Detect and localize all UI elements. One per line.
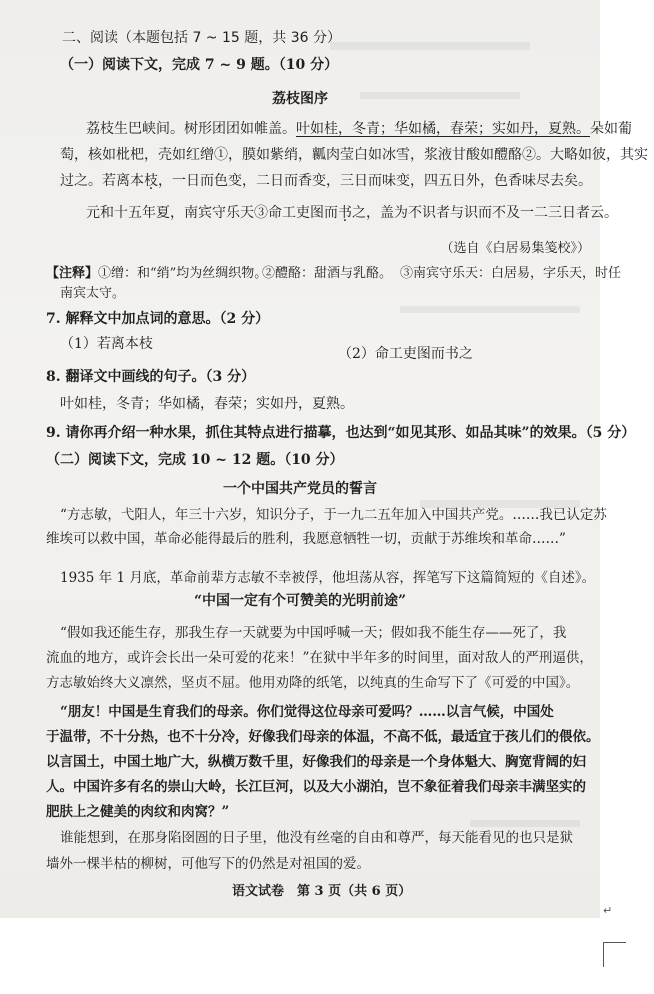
note: ③南宾守乐天：白居易，字乐天，时任 [400,266,622,281]
note: ②醴酪：甜酒与乳酪。 [262,266,393,281]
passage-line: 荔枝生巴峡间。树形团团如帷盖。叶如桂，冬青；华如橘，春荣；实如丹，夏熟。朵如葡 [86,121,632,137]
part1-heading: （一）阅读下文，完成 7 ~ 9 题。（10 分） [60,57,339,73]
passage-line: 墙外一棵半枯的柳树，可他写下的仍然是对祖国的爱。 [46,856,370,872]
part1-title: 荔枝图序 [272,91,328,107]
passage-line: 谁能想到，在那身陷囹圄的日子里，他没有丝毫的自由和尊严，每天能看见的也只是狱 [60,830,573,846]
notes: 【注释】①缯：和“绡”均为丝绸织物。 [46,266,268,281]
passage-line: 过之。若离本枝，一日而色变，二日而香变，三日而味变，四五日外，色香味尽去矣。 [60,173,592,189]
part2-heading: （二）阅读下文，完成 10 ~ 12 题。（10 分） [46,452,344,468]
passage-line: 流血的地方，或许会长出一朵可爱的花来！”在狱中半年多的时间里，面对敌人的严刑逼供， [46,650,593,666]
question-8: 8. 翻译文中画线的句子。（3 分） [46,369,256,385]
passage-line: “方志敏，弋阳人，年三十六岁，知识分子，于一九二五年加入中国共产党。……我已认定苏 [60,507,607,523]
underlined-sentence: 叶如桂，冬青；华如橘，春荣；实如丹，夏熟。 [296,121,590,137]
bleed-through-mark [470,820,580,827]
passage-line: “朋友！中国是生育我们的母亲。你们觉得这位母亲可爱吗？……以言气候，中国处 [60,704,554,720]
passage-line: 于温带，不十分热，也不十分冷，好像我们母亲的体温，不高不低，最适宜于孩儿们的偎依。 [46,729,600,745]
passage-line: 维埃可以救中国，革命必能得最后的胜利，我愿意牺牲一切，贡献于苏维埃和革命……” [46,531,566,547]
dotted-word: 书 [338,205,352,221]
passage-line: 人。中国许多有名的崇山大岭，长江巨河，以及大小湖泊，岂不象征着我们母亲丰满坚实的 [46,779,586,795]
return-mark-icon: ↵ [603,904,613,917]
page-footer: 语文试卷 第 3 页（共 6 页） [232,884,412,899]
part2-subtitle: “中国一定有个可赞美的光明前途” [193,593,407,609]
passage-line: 萄，核如枇杷，壳如红缯①，膜如紫绡，瓤肉莹白如冰雪，浆液甘酸如醴酪②。大略如彼，其实 [60,147,648,163]
passage-line: 方志敏始终大义凛然，坚贞不屈。他用劝降的纸笔，以纯真的生命写下了《可爱的中国》。 [46,675,580,691]
passage-line: 1935 年 1 月底，革命前辈方志敏不幸被俘，他坦荡从容，挥笔写下这篇简短的《自述》。 [60,570,596,586]
note: 南宾太守。 [60,286,126,301]
passage-line: 元和十五年夏，南宾守乐天③命工吏图而书之，盖为不识者与识而不及一二三日者云。 [86,205,618,221]
question-7-item-1: （1）若离本枝 [60,336,153,352]
question-7: 7. 解释文中加点词的意思。（2 分） [46,311,270,327]
question-7-item-2: （2）命工吏图而书之 [338,346,473,362]
bleed-through-mark [400,306,580,313]
page-corner-mark [603,942,626,967]
source-citation: （选自《白居易集笺校》） [440,241,590,256]
section-title: 二、阅读（本题包括 7 ~ 15 题，共 36 分） [62,30,341,46]
question-8-text: 叶如桂，冬青；华如橘，春荣；实如丹，夏熟。 [60,396,354,412]
passage-line: 肥肤上之健美的肉纹和肉窝？” [46,804,230,820]
dotted-word: 枝 [144,173,158,189]
passage-line: 以言国土，中国土地广大，纵横万数千里，好像我们的母亲是一个身体魁大、胸宽背阔的妇 [46,754,586,770]
part2-title: 一个中国共产党员的誓言 [223,481,377,497]
bleed-through-mark [330,42,530,50]
passage-line: “假如我还能生存，那我生存一天就要为中国呼喊一天；假如我不能生存——死了，我 [60,625,567,641]
question-9: 9. 请你再介绍一种水果，抓住其特点进行描摹，也达到“如见其形、如品其味”的效果。（5 分） [46,425,636,441]
